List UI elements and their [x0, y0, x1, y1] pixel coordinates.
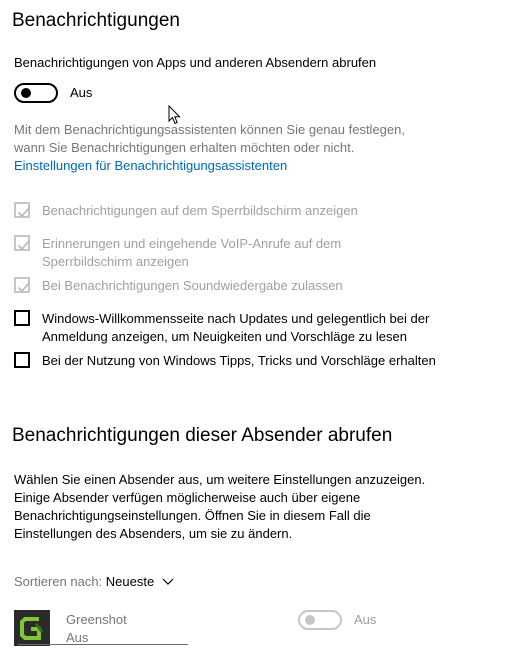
checkbox-label-line: Anmeldung anzeigen, um Neuigkeiten und Vorschläge zu lesen [42, 329, 407, 344]
checkmark-icon [16, 237, 32, 253]
checkbox-label-line: Erinnerungen und eingehende VoIP-Anrufe auf dem [42, 236, 342, 251]
checkbox-label-line: Windows-Willkommensseite nach Updates und gelegentlich bei der [42, 311, 430, 326]
assistant-description [14, 121, 405, 157]
senders-description [14, 471, 425, 543]
assistant-description-line: Mit dem Benachrichtigungsassistenten können Sie genau festlegen, [14, 122, 405, 137]
master-toggle-switch[interactable] [14, 83, 58, 103]
lockscreen-notifications-checkbox[interactable] [14, 202, 30, 218]
toggle-knob [21, 88, 31, 98]
greenshot-icon [14, 610, 50, 646]
senders-description-line: Einige Absender verfügen möglicherweise auch über eigene [14, 490, 361, 505]
toggle-knob [305, 615, 315, 625]
checkmark-icon [16, 279, 32, 295]
assistant-settings-link[interactable]: Einstellungen für Benachrichtigungsassistenten [14, 158, 288, 173]
welcome-experience-checkbox[interactable] [14, 310, 30, 326]
notification-sound-checkbox[interactable] [14, 277, 30, 293]
checkbox-label-line: Sperrbildschirm anzeigen [42, 254, 189, 269]
master-toggle-label: Benachrichtigungen von Apps und anderen Absendern abrufen [14, 55, 377, 70]
senders-description-line: Benachrichtigungseinstellungen. Öffnen Sie in diesem Fall die [14, 508, 371, 523]
checkbox-label [42, 352, 436, 370]
assistant-description-line: wann Sie Benachrichtigungen erhalten möchten oder nicht. [14, 140, 355, 155]
sort-dropdown[interactable] [14, 574, 174, 589]
checkbox-label [42, 277, 343, 295]
sort-label: Sortieren nach: [14, 574, 103, 589]
master-toggle-state: Aus [70, 85, 93, 100]
senders-description-line: Wählen Sie einen Absender aus, um weitere Einstellungen anzuzeigen. [14, 472, 426, 487]
chevron-down-icon [162, 578, 174, 586]
checkbox-label-line: Bei Benachrichtigungen Soundwiedergabe zulassen [42, 278, 343, 293]
checkbox-label [42, 235, 341, 271]
sender-toggle-state: Aus [354, 612, 377, 627]
checkbox-label-line: Bei der Nutzung von Windows Tipps, Tricks und Vorschläge erhalten [42, 353, 436, 368]
sender-name[interactable]: Greenshot [66, 612, 127, 627]
cropped-content [0, 644, 521, 649]
tips-tricks-checkbox[interactable] [14, 352, 30, 368]
sender-toggle-switch[interactable] [298, 610, 342, 630]
sort-value: Neueste [105, 574, 155, 589]
senders-section-title: Benachrichtigungen dieser Absender abrufen [12, 425, 393, 446]
checkmark-icon [16, 204, 32, 220]
sender-status: Aus [66, 630, 89, 645]
checkbox-label [42, 310, 429, 346]
checkbox-label-line: Benachrichtigungen auf dem Sperrbildschirm anzeigen [42, 203, 358, 218]
senders-description-line: Einstellungen des Absenders, um sie zu ändern. [14, 526, 293, 541]
checkbox-label [42, 202, 358, 220]
lockscreen-reminders-voip-checkbox[interactable] [14, 235, 30, 251]
page-title: Benachrichtigungen [12, 10, 180, 31]
